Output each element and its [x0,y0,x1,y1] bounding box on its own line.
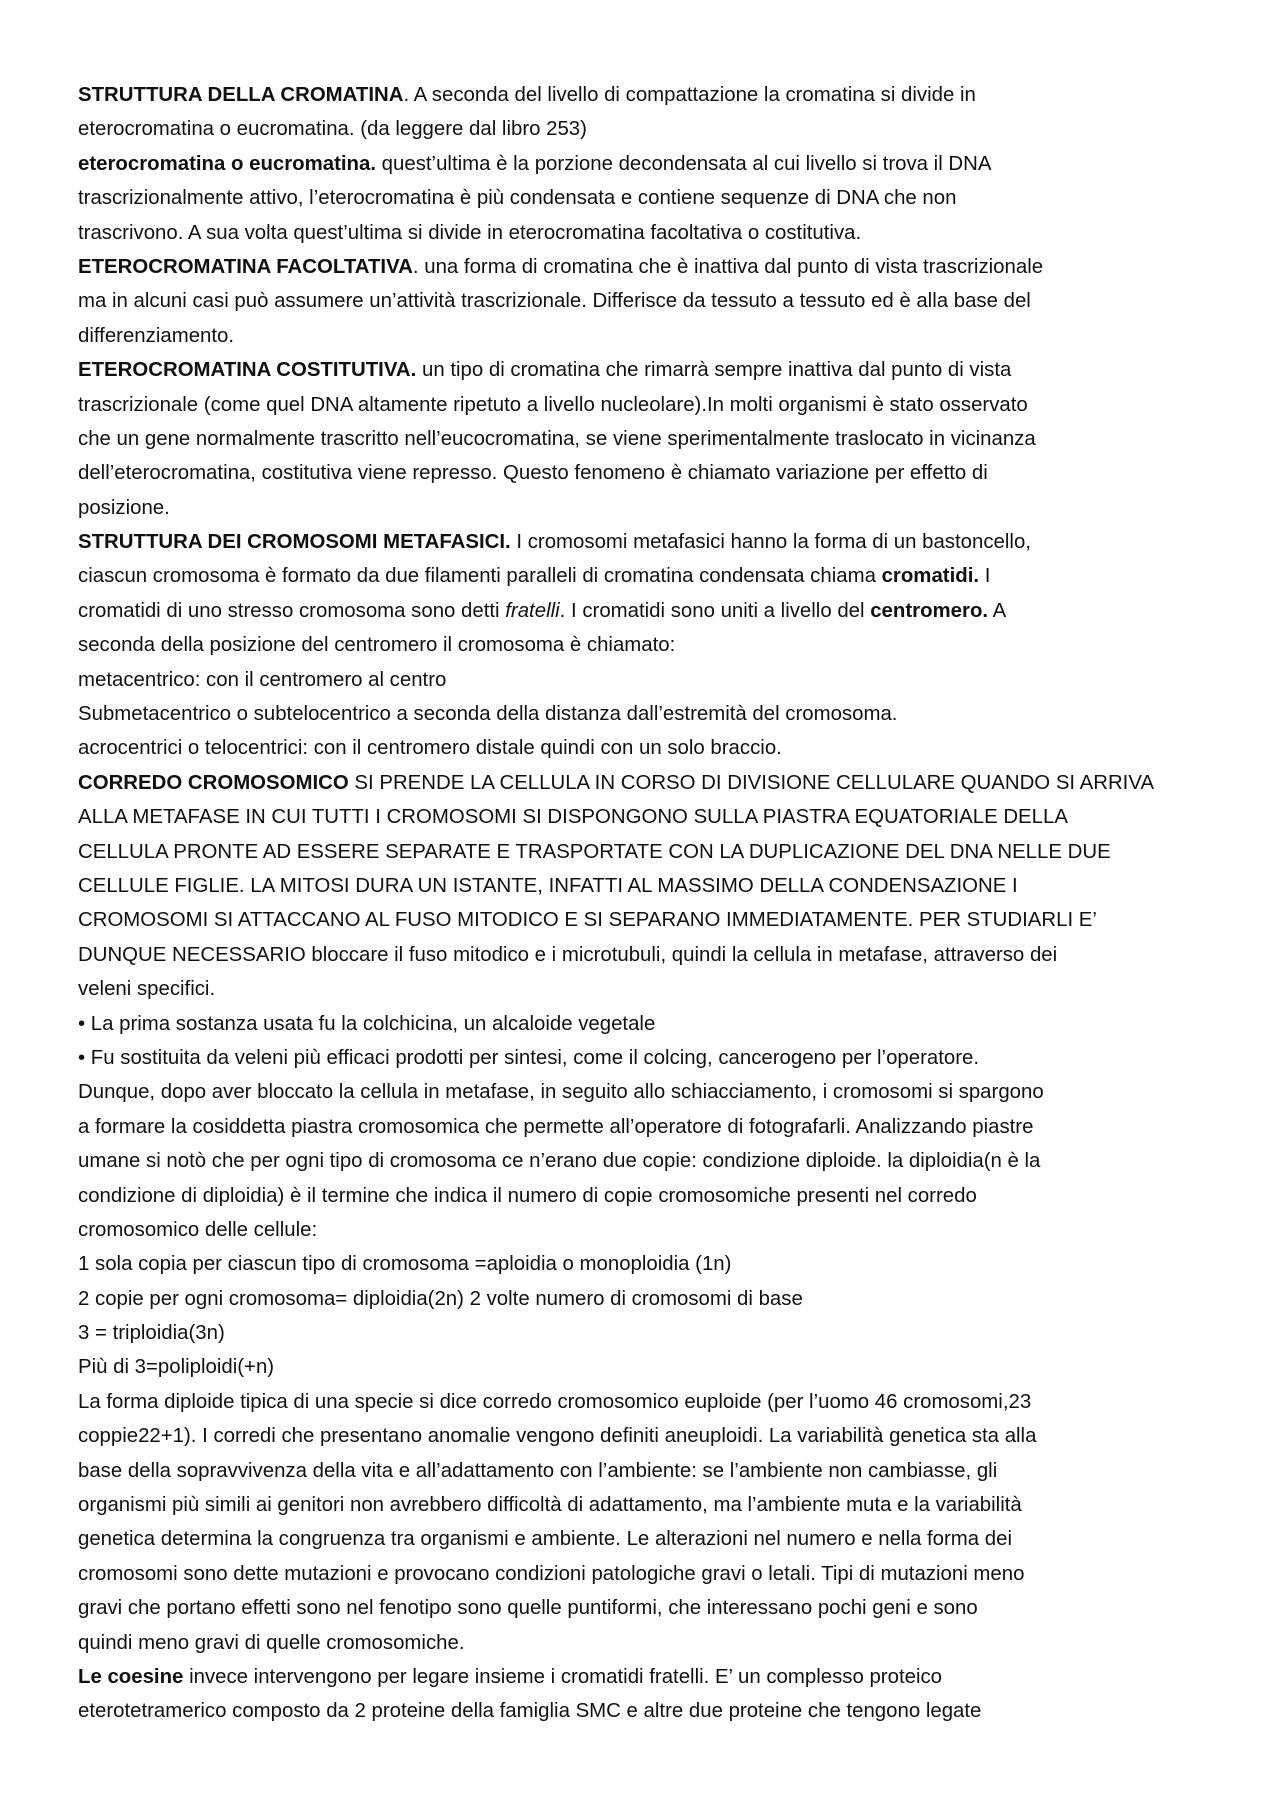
text-line [78,1522,1214,1556]
text-run: un tipo di cromatina che rimarrà sempre inattiva dal punto di vista [416,359,1012,382]
text-line [78,284,1214,318]
text-line [78,766,1214,800]
text-line [78,1488,1214,1522]
text-run: • La prima sostanza usata fu la colchicina, un alcaloide vegetale [78,1012,656,1035]
italic-term: fratelli [505,599,560,622]
text-line [78,250,1214,284]
text-run: CELLULE FIGLIE. LA MITOSI DURA UN ISTANTE, INFATTI AL MASSIMO DELLA CONDENSAZIONE I [78,874,1018,897]
text-run: condizione di diploidia) è il termine che indica il numero di copie cromosomiche presenti nel corredo [78,1184,977,1207]
text-line [78,1385,1214,1419]
text-run: CELLULA PRONTE AD ESSERE SEPARATE E TRASPORTATE CON LA DUPLICAZIONE DEL DNA NELLE DUE [78,840,1111,863]
bold-term: Le coesine [78,1665,184,1688]
text-run: trascrizionalmente attivo, l’eterocromatina è più condensata e contiene sequenze di DNA che non [78,187,957,210]
text-line [78,697,1214,731]
text-line [78,525,1214,559]
text-run: gravi che portano effetti sono nel fenotipo sono quelle puntiformi, che interessano pochi geni e sono [78,1597,978,1620]
text-run: quindi meno gravi di quelle cromosomiche. [78,1631,465,1654]
text-line [78,1350,1214,1384]
text-line [78,1213,1214,1247]
bold-term: STRUTTURA DELLA CROMATINA [78,84,404,106]
text-run: Dunque, dopo aver bloccato la cellula in metafase, in seguito allo schiacciamento, i cromosomi si spargono [78,1081,1044,1104]
text-run: differenziamento. [78,324,235,347]
text-line [78,835,1214,869]
text-run: coppie22+1). I corredi che presentano anomalie vengono definiti aneuploidi. La variabilità genetica sta alla [78,1425,1037,1448]
text-line [78,1626,1214,1660]
bold-term: cromatidi. [881,565,980,588]
text-line [78,869,1214,903]
text-line [78,1179,1214,1213]
text-run: dell’eterocromatina, costitutiva viene represso. Questo fenomeno è chiamato variazione per effetto di [78,462,988,485]
text-run: 3 = triploidia(3n) [78,1322,225,1345]
text-run: 1 sola copia per ciascun tipo di cromosoma =aploidia o monoploidia (1n) [78,1253,732,1276]
text-run: DUNQUE NECESSARIO bloccare il fuso mitodico e i microtubuli, quindi la cellula in metafase, attraverso dei [78,943,1058,966]
text-run: ALLA METAFASE IN CUI TUTTI I CROMOSOMI SI DISPONGONO SULLA PIASTRA EQUATORIALE DELLA [78,806,1068,829]
text-run: base della sopravvivenza della vita e all’adattamento con l’ambiente: se l’ambiente non cambiasse, gli [78,1459,998,1482]
text-run: umane si notò che per ogni tipo di cromosoma ce n’erano due copie: condizione diploide. la diploidia(n è la [78,1150,1041,1173]
text-line [78,1110,1214,1144]
text-line [78,491,1214,525]
text-run: . I cromatidi sono uniti a livello del [559,599,871,622]
text-line [78,353,1214,387]
text-run: 2 copie per ogni cromosoma= diploidia(2n) 2 volte numero di cromosomi di base [78,1287,803,1310]
text-run: ciascun cromosoma è formato da due filamenti paralleli di cromatina condensata chiama [78,565,882,588]
text-line [78,628,1214,662]
text-line [78,938,1214,972]
text-line [78,319,1214,353]
text-line [78,1454,1214,1488]
text-line [78,78,1214,112]
bold-term: ETEROCROMATINA FACOLTATIVA [78,255,413,278]
text-run: acrocentrici o telocentrici: con il centromero distale quindi con un solo braccio. [78,737,782,760]
text-line [78,1419,1214,1453]
text-run: Più di 3=poliploidi(+n) [78,1356,275,1379]
text-line [78,1591,1214,1625]
text-run: cromatidi di uno stresso cromosoma sono detti [78,599,506,622]
text-line [78,181,1214,215]
text-run: SI PRENDE LA CELLULA IN CORSO DI DIVISIONE CELLULARE QUANDO SI ARRIVA [348,771,1155,794]
text-run: eterotetramerico composto da 2 proteine della famiglia SMC e altre due proteine che tengono legate [78,1700,982,1723]
text-run: cromosomi sono dette mutazioni e provocano condizioni patologiche gravi o letali. Tipi di mutazioni meno [78,1562,1025,1585]
text-run: genetica determina la congruenza tra organismi e ambiente. Le alterazioni nel numero e nella forma dei [78,1528,1012,1551]
text-line [78,1075,1214,1109]
text-run: trascrivono. A sua volta quest’ultima si divide in eterocromatina facoltativa o costitutiva. [78,221,862,244]
text-run: I [979,565,991,588]
text-run: quest’ultima è la porzione decondensata al cui livello si trova il DNA [376,152,992,175]
text-run: A [988,599,1007,622]
text-line [78,663,1214,697]
text-line [78,388,1214,422]
text-run: posizione. [78,496,170,519]
text-line [78,112,1214,146]
bold-term: STRUTTURA DEI CROMOSOMI METAFASICI. [78,531,511,554]
text-line [78,1041,1214,1075]
text-line [78,903,1214,937]
text-line [78,216,1214,250]
text-run: veleni specifici. [78,978,216,1001]
text-line [78,972,1214,1006]
text-line [78,1316,1214,1350]
text-run: trascrizionale (come quel DNA altamente ripetuto a livello nucleolare).In molti organismi è stato osservato [78,393,1028,416]
bold-term: centromero. [870,599,989,622]
text-line [78,1247,1214,1281]
text-run: invece intervengono per legare insieme i cromatidi fratelli. E’ un complesso proteico [183,1665,943,1688]
text-line [78,1557,1214,1591]
text-line [78,731,1214,765]
bold-term: CORREDO CROMOSOMICO [78,771,349,794]
text-line [78,594,1214,628]
text-line [78,1144,1214,1178]
text-run: a formare la cosiddetta piastra cromosomica che permette all’operatore di fotografarli. Analizzando piastre [78,1115,1034,1138]
text-line [78,1282,1214,1316]
document-body [78,78,1214,1729]
text-run: . una forma di cromatina che è inattiva dal punto di vista trascrizionale [412,255,1044,278]
text-line [78,1007,1214,1041]
bold-term: ETEROCROMATINA COSTITUTIVA. [78,359,417,382]
text-run: organismi più simili ai genitori non avrebbero difficoltà di adattamento, ma l’ambiente muta e la variabilità [78,1494,1022,1517]
text-line [78,1660,1214,1694]
text-line [78,422,1214,456]
text-line [78,456,1214,490]
text-run: La forma diploide tipica di una specie si dice corredo cromosomico euploide (per l’uomo 46 cromosomi,23 [78,1390,1032,1413]
text-run: CROMOSOMI SI ATTACCANO AL FUSO MITODICO E SI SEPARANO IMMEDIATAMENTE. PER STUDIARLI E’ [78,909,1097,932]
text-run: eterocromatina o eucromatina. (da leggere dal libro 253) [78,118,587,141]
text-line [78,800,1214,834]
bold-term: eterocromatina o eucromatina. [78,152,377,175]
text-run: I cromosomi metafasici hanno la forma di un bastoncello, [510,531,1031,554]
text-run: che un gene normalmente trascritto nell’eucocromatina, se viene sperimentalmente traslocato in vicinanza [78,427,1036,450]
text-run: ma in alcuni casi può assumere un’attività trascrizionale. Differisce da tessuto a tessuto ed è alla base del [78,290,1031,313]
text-line [78,1694,1214,1728]
text-run: . A seconda del livello di compattazione la cromatina si divide in [403,84,976,106]
text-line [78,147,1214,181]
text-run: metacentrico: con il centromero al centro [78,668,447,691]
text-run: Submetacentrico o subtelocentrico a seconda della distanza dall’estremità del cromosoma. [78,703,898,726]
text-run: seconda della posizione del centromero il cromosoma è chiamato: [78,634,676,657]
text-run: cromosomico delle cellule: [78,1218,318,1241]
text-line [78,559,1214,593]
text-run: • Fu sostituita da veleni più efficaci prodotti per sintesi, come il colcing, cancerogeno per l’operatore. [78,1046,980,1069]
